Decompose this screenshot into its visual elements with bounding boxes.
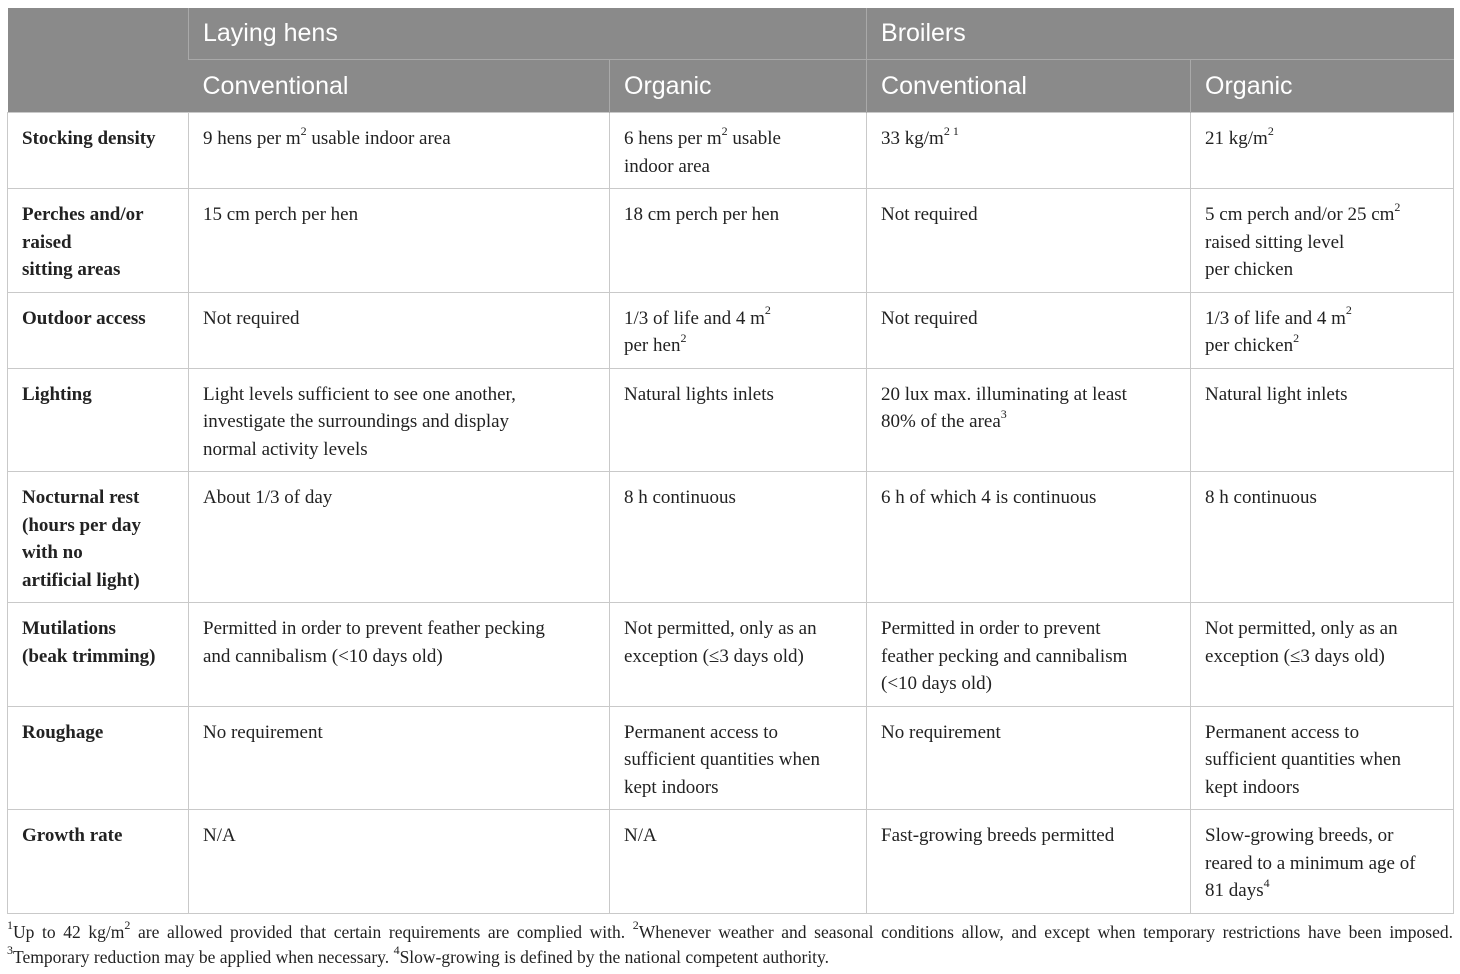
text-run: reared to a minimum age of xyxy=(1205,852,1416,874)
text-run: usable xyxy=(727,128,781,149)
text-run: usable indoor area xyxy=(306,128,451,149)
text-run: are allowed provided that certain requirements are complied with. xyxy=(130,921,633,942)
superscript: 2 xyxy=(1345,303,1352,318)
text-run: 8 h continuous xyxy=(1205,487,1317,508)
text-run: About 1/3 of day xyxy=(203,487,333,508)
text-run: 6 hens per m xyxy=(624,128,722,149)
cell-laying-conventional xyxy=(189,368,610,472)
text-run: kept indoors xyxy=(624,776,719,798)
superscript: 2 xyxy=(300,123,307,138)
text-run: Slow-growing is defined by the national competent authority. xyxy=(399,946,830,967)
text-run: N/A xyxy=(203,825,236,846)
row-label-line: (hours per day xyxy=(22,514,141,536)
text-run: 15 cm perch per hen xyxy=(203,204,359,225)
cell-broilers-organic xyxy=(1191,113,1454,189)
header-laying-conventional: Conventional xyxy=(189,60,610,113)
text-run: sufficient quantities when xyxy=(1205,749,1401,770)
header-broilers-organic: Organic xyxy=(1191,60,1454,113)
table-row xyxy=(8,603,1454,707)
cell-broilers-conventional xyxy=(867,368,1191,472)
row-label-line: Outdoor access xyxy=(22,307,146,329)
superscript: 2 xyxy=(1267,123,1274,138)
superscript: 3 xyxy=(7,942,13,957)
superscript: 2 xyxy=(632,917,639,932)
text-run: exception (≤3 days old) xyxy=(1205,645,1385,667)
table-container xyxy=(7,8,1453,970)
text-run: Not required xyxy=(881,204,978,225)
superscript: 2 xyxy=(124,917,131,932)
cell-broilers-conventional xyxy=(867,810,1191,914)
table-row xyxy=(8,810,1454,914)
row-label-line: with no xyxy=(22,542,83,563)
cell-broilers-organic xyxy=(1191,368,1454,472)
text-run: and cannibalism (<10 days old) xyxy=(203,645,443,667)
text-run: per hen xyxy=(624,335,681,356)
cell-broilers-conventional xyxy=(867,113,1191,189)
table-row xyxy=(8,706,1454,810)
cell-laying-organic xyxy=(610,706,867,810)
row-label-line: Nocturnal rest xyxy=(22,487,140,508)
cell-broilers-conventional xyxy=(867,292,1191,368)
header-row-groups xyxy=(8,8,1454,60)
row-label xyxy=(8,292,189,368)
cell-laying-conventional xyxy=(189,603,610,707)
cell-laying-conventional xyxy=(189,189,610,293)
text-run: Whenever weather and seasonal conditions allow, and except when temporary restrictions have been imposed. xyxy=(638,921,1453,942)
superscript: 2 xyxy=(680,330,687,345)
text-run: Not permitted, only as an xyxy=(1205,618,1398,639)
row-label-line: raised xyxy=(22,231,72,253)
text-run: 1/3 of life and 4 m xyxy=(1205,307,1346,329)
row-label xyxy=(8,472,189,603)
text-run: 6 h of which 4 is continuous xyxy=(881,487,1097,508)
text-run: 1/3 of life and 4 m xyxy=(624,307,765,329)
cell-laying-organic xyxy=(610,810,867,914)
row-label-line: sitting areas xyxy=(22,259,121,280)
cell-laying-organic xyxy=(610,472,867,603)
table-row xyxy=(8,113,1454,189)
text-run: 21 kg/m xyxy=(1205,128,1268,149)
header-broilers-conventional: Conventional xyxy=(867,60,1191,113)
text-run: Light levels sufficient to see one another, xyxy=(203,383,516,405)
text-run: 20 lux max. illuminating at least xyxy=(881,383,1127,405)
text-run: Permitted in order to prevent xyxy=(881,618,1101,639)
row-label-line: Lighting xyxy=(22,383,92,405)
text-run: Natural lights inlets xyxy=(624,383,774,405)
text-run: Not required xyxy=(881,307,978,329)
table-row xyxy=(8,189,1454,293)
text-run: Slow-growing breeds, or xyxy=(1205,825,1394,846)
cell-laying-conventional xyxy=(189,810,610,914)
cell-laying-organic xyxy=(610,603,867,707)
row-label-line: (beak trimming) xyxy=(22,645,156,667)
row-label-line: artificial light) xyxy=(22,569,140,591)
header-laying-organic: Organic xyxy=(610,60,867,113)
text-run: 33 kg/m xyxy=(881,128,944,149)
text-run: Not permitted, only as an xyxy=(624,618,817,639)
cell-laying-organic xyxy=(610,292,867,368)
text-run: 8 h continuous xyxy=(624,487,736,508)
row-label xyxy=(8,706,189,810)
cell-broilers-conventional xyxy=(867,472,1191,603)
text-run: exception (≤3 days old) xyxy=(624,645,804,667)
superscript: 2 xyxy=(1293,330,1300,345)
cell-broilers-organic xyxy=(1191,706,1454,810)
cell-laying-conventional xyxy=(189,292,610,368)
header-corner-cell xyxy=(8,8,189,113)
row-label-line: Growth rate xyxy=(22,825,123,846)
row-label xyxy=(8,603,189,707)
header-laying-hens: Laying hens xyxy=(189,8,867,60)
text-run: Fast-growing breeds permitted xyxy=(881,825,1115,846)
cell-laying-conventional xyxy=(189,706,610,810)
cell-broilers-organic xyxy=(1191,472,1454,603)
row-label xyxy=(8,368,189,472)
row-label-line: Perches and/or xyxy=(22,204,144,225)
row-label-line: Roughage xyxy=(22,721,104,743)
cell-broilers-conventional xyxy=(867,603,1191,707)
cell-broilers-organic xyxy=(1191,810,1454,914)
superscript: 2 xyxy=(1394,199,1401,214)
text-run: (<10 days old) xyxy=(881,673,992,694)
table-row xyxy=(8,292,1454,368)
text-run: Permanent access to xyxy=(1205,721,1360,743)
text-run: Temporary reduction may be applied when necessary. xyxy=(13,946,394,967)
cell-broilers-organic xyxy=(1191,603,1454,707)
text-run: per chicken xyxy=(1205,335,1294,356)
cell-broilers-conventional xyxy=(867,706,1191,810)
text-run: N/A xyxy=(624,825,657,846)
text-run: raised sitting level xyxy=(1205,231,1345,253)
cell-broilers-organic xyxy=(1191,189,1454,293)
text-run: 18 cm perch per hen xyxy=(624,204,780,225)
superscript: 2 1 xyxy=(943,123,959,138)
text-run: Up to 42 kg/m xyxy=(13,921,125,942)
text-run: sufficient quantities when xyxy=(624,749,820,770)
text-run: kept indoors xyxy=(1205,776,1300,798)
text-run: feather pecking and cannibalism xyxy=(881,645,1128,667)
cell-laying-conventional xyxy=(189,472,610,603)
table-header xyxy=(8,8,1454,113)
cell-laying-organic xyxy=(610,189,867,293)
table-row xyxy=(8,368,1454,472)
text-run: investigate the surroundings and display xyxy=(203,411,510,432)
row-label xyxy=(8,189,189,293)
superscript: 3 xyxy=(1000,406,1007,421)
text-run: 5 cm perch and/or 25 cm xyxy=(1205,204,1395,225)
text-run: No requirement xyxy=(881,721,1001,743)
header-broilers: Broilers xyxy=(867,8,1454,60)
row-label xyxy=(8,113,189,189)
text-run: indoor area xyxy=(624,155,710,177)
superscript: 4 xyxy=(393,942,400,957)
text-run: 80% of the area xyxy=(881,411,1001,432)
poultry-requirements-table xyxy=(7,8,1454,914)
row-label-line: Mutilations xyxy=(22,618,116,639)
text-run: per chicken xyxy=(1205,259,1294,280)
text-run: 81 days xyxy=(1205,880,1264,901)
text-run: Not required xyxy=(203,307,300,329)
cell-broilers-conventional xyxy=(867,189,1191,293)
cell-laying-organic xyxy=(610,368,867,472)
superscript: 1 xyxy=(7,917,13,932)
text-run: Permitted in order to prevent feather pecking xyxy=(203,618,545,639)
row-label-line: Stocking density xyxy=(22,128,156,149)
header-row-subgroups xyxy=(8,60,1454,113)
cell-broilers-organic xyxy=(1191,292,1454,368)
superscript: 2 xyxy=(721,123,728,138)
table-footnote xyxy=(7,917,1453,970)
superscript: 2 xyxy=(764,303,771,318)
text-run: Natural light inlets xyxy=(1205,383,1348,405)
table-row xyxy=(8,472,1454,603)
table-body xyxy=(8,113,1454,914)
text-run: 9 hens per m xyxy=(203,128,301,149)
cell-laying-conventional xyxy=(189,113,610,189)
superscript: 4 xyxy=(1263,875,1270,890)
row-label xyxy=(8,810,189,914)
text-run: Permanent access to xyxy=(624,721,779,743)
text-run: normal activity levels xyxy=(203,438,368,460)
cell-laying-organic xyxy=(610,113,867,189)
text-run: No requirement xyxy=(203,721,323,743)
